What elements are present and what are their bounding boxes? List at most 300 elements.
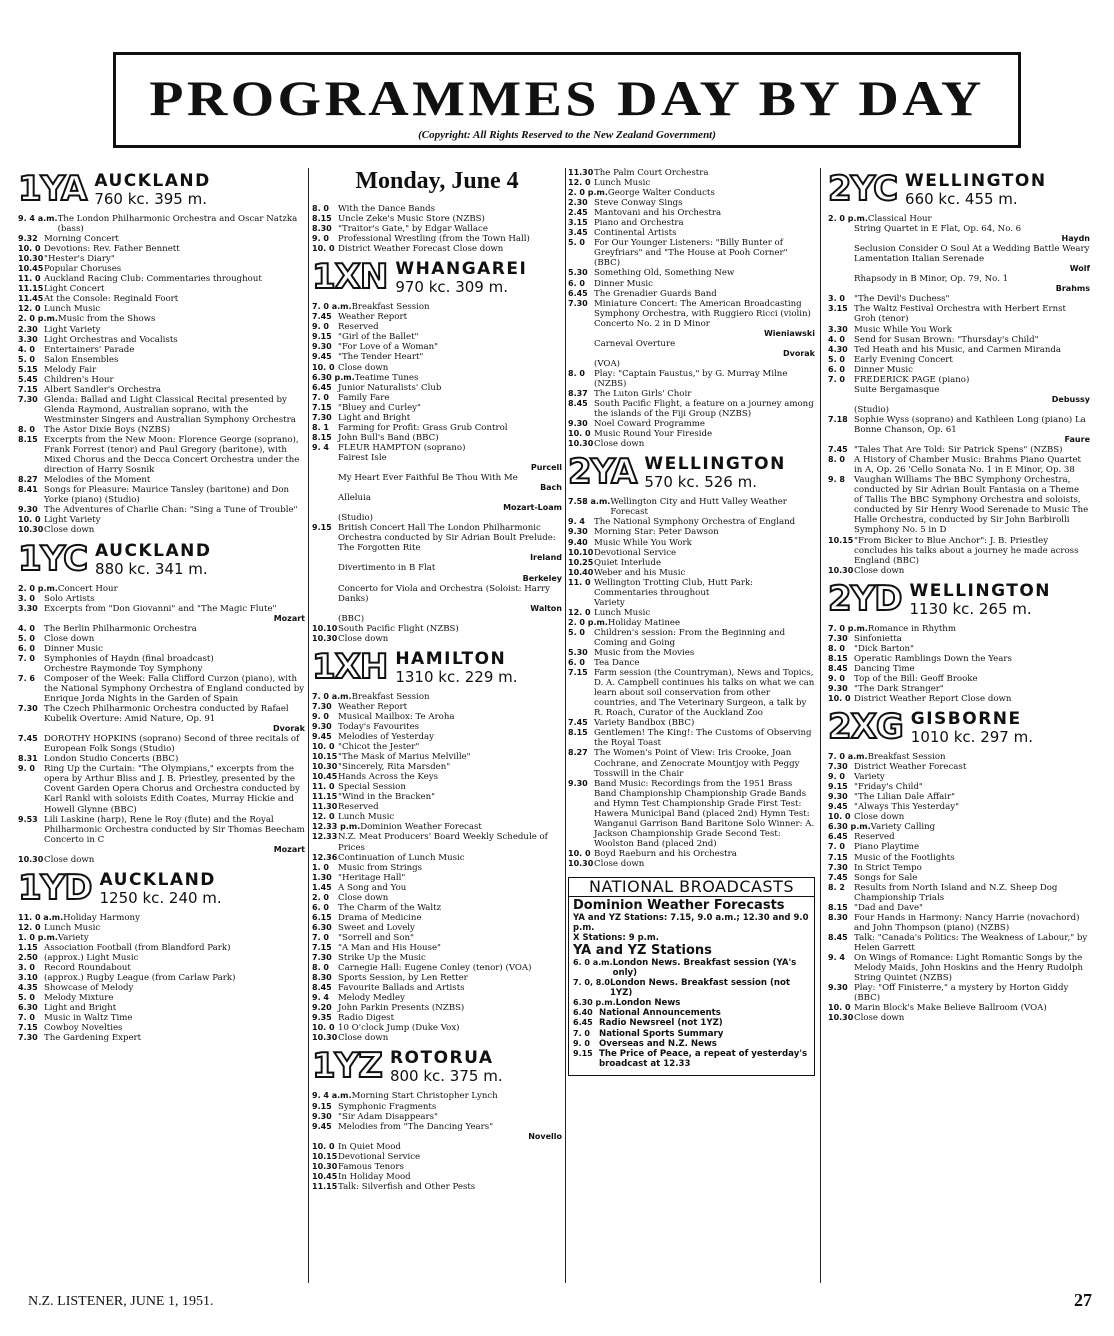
programme-time: 7.30: [312, 953, 332, 963]
programme-time: 7. 0, 8.0: [573, 978, 610, 988]
programme-title: "Friday's Child": [854, 782, 923, 793]
programme-time: 9.35: [312, 1013, 332, 1023]
programme-row: [828, 624, 1090, 634]
programme-time: 2.50: [18, 953, 38, 962]
programme-row: [568, 369, 815, 389]
programme-time: 10.30: [568, 439, 594, 449]
programme-row: [312, 493, 562, 503]
programme-title: Play: "Captain Faustus," by G. Murray Milne (NZBS): [594, 368, 788, 389]
programme-title: Piano and Orchestra: [594, 218, 684, 229]
programme-row: [828, 1003, 1090, 1013]
programme-title: Operatic Ramblings Down the Years: [854, 653, 1012, 664]
station-callsign: 1XH: [312, 646, 388, 687]
composer-credit: Dvorak: [782, 348, 815, 358]
programme-title: "Wind in the Bracken": [338, 792, 436, 803]
programme-title: "Chicot the Jester": [338, 742, 420, 753]
programme-time: 8.45: [568, 399, 588, 409]
programme-title: Alleluia: [338, 493, 371, 504]
programme-title: The Palm Court Orchestra: [594, 168, 709, 178]
programme-time: 9.15: [312, 332, 332, 342]
programme-time: 6.45: [312, 382, 332, 392]
programme-time: 1.15: [18, 942, 38, 952]
programme-title: Music in Waltz Time: [44, 1013, 133, 1024]
programme-row: [312, 383, 562, 393]
programme-title: For Our Younger Listeners: "Billy Bunter of Greyfriars" and "The House at Pooh Corner" (BBC): [594, 238, 788, 269]
programme-time: 10. 0: [828, 1003, 851, 1013]
programme-time: 7. 0 a.m.: [828, 752, 868, 762]
programme-title: Uncle Zeke's Music Store (NZBS): [338, 214, 485, 225]
programme-row: [828, 415, 1090, 435]
programme-time: 8. 1: [312, 422, 329, 432]
programme-time: 6. 0 a.m.: [573, 958, 613, 968]
programme-title: London Studio Concerts (BBC): [44, 754, 179, 765]
programme-row: [312, 352, 562, 362]
programme-row: [18, 933, 305, 943]
programme-time: 7. 0: [828, 374, 845, 384]
programme-title: Light and Bright: [44, 1003, 117, 1014]
programme-time: 9.30: [828, 792, 848, 802]
programme-row: [312, 614, 562, 624]
programme-time: 10. 0: [18, 515, 41, 525]
programme-title: Carneval Overture: [594, 338, 676, 349]
programme-row: [568, 228, 815, 238]
programme-time: 10.40: [568, 567, 594, 577]
programme-time: 10.15: [828, 535, 854, 545]
programme-title: Breakfast Session: [867, 752, 946, 763]
programme-row: [828, 903, 1090, 913]
programme-title: Close down: [338, 633, 389, 644]
programme-title: District Weather Forecast Close down: [338, 244, 504, 255]
programme-row: [18, 304, 305, 314]
programme-title: Overseas and N.Z. News: [599, 1038, 717, 1049]
programme-time: 9.15: [312, 1101, 332, 1111]
programme-row: [828, 455, 1090, 475]
programme-row: [828, 913, 1090, 933]
programme-title: Variety: [57, 932, 89, 943]
programme-time: 9. 0: [18, 764, 35, 774]
programme-time: 8. 2: [828, 882, 845, 892]
station-block: [568, 452, 815, 869]
composer-credit: Walton: [530, 603, 562, 613]
day-title: Monday, June 4: [355, 168, 519, 194]
programme-row: [573, 1049, 810, 1069]
composer-credit: Berkeley: [522, 573, 562, 583]
programme-row: [568, 198, 815, 208]
programme-time: 6. 0: [312, 902, 329, 912]
programme-row: [828, 802, 1090, 812]
programme-row: [18, 624, 305, 634]
programme-row: [18, 1013, 305, 1023]
programme-row: [568, 548, 815, 558]
programme-title: Special Session: [338, 782, 406, 793]
programme-time: 9.30: [312, 342, 332, 352]
programme-title: Sports Session, by Len Retter: [338, 973, 468, 984]
programme-title: (VOA): [594, 358, 621, 369]
programme-title: FLEUR HAMPTON (soprano): [338, 442, 466, 453]
programme-time: 7.30: [18, 1033, 38, 1043]
programme-time: 10.30: [18, 525, 44, 535]
programme-time: 12. 0: [18, 922, 41, 932]
programme-title: Suite Bergamasque: [854, 384, 940, 395]
programme-title: Melodies of Yesterday: [338, 732, 434, 743]
programme-time: 11. 0: [18, 274, 41, 284]
programme-row: [18, 435, 305, 475]
programme-time: 12.33 p.m.: [312, 822, 361, 832]
programme-title: Close down: [44, 525, 95, 536]
programme-time: 3. 0: [18, 593, 35, 603]
programme-title: Dinner Music: [854, 364, 913, 375]
programme-time: 7. 0: [18, 1013, 35, 1023]
programme-time: 6.45: [573, 1018, 593, 1028]
programme-time: 11.15: [312, 1181, 338, 1191]
programme-row: [312, 224, 562, 234]
programme-time: 4. 0: [828, 334, 845, 344]
programme-row: [573, 998, 810, 1008]
programme-title: Rhapsody in B Minor, Op. 79, No. 1: [854, 274, 1009, 285]
programme-row: [828, 873, 1090, 883]
programme-time: 7.45: [18, 734, 38, 744]
programme-row: [568, 439, 815, 449]
programme-row: [828, 664, 1090, 674]
programme-row: [828, 983, 1090, 1003]
programme-time: 12. 0: [312, 812, 335, 822]
programme-row: [828, 385, 1090, 395]
programme-title: Entertainers' Parade: [44, 344, 135, 355]
programme-time: 9.30: [568, 778, 588, 788]
programme-row: [568, 517, 815, 527]
station-name: AUCKLAND: [94, 171, 211, 191]
programme-title: Lunch Music: [338, 812, 395, 823]
programme-row: [828, 782, 1090, 792]
programme-title: Breakfast Session: [351, 302, 430, 313]
station-block: [312, 204, 562, 254]
programme-title: Symphonies of Haydn (final broadcast): [44, 653, 214, 664]
programme-title: Reserved: [854, 832, 895, 843]
column-4: [828, 168, 1090, 1029]
station-header: [312, 1046, 562, 1087]
programme-time: 1. 0 p.m.: [18, 932, 58, 942]
programme-time: 9.30: [312, 721, 332, 731]
programme-title: Marin Block's Make Believe Ballroom (VOA): [854, 1003, 1047, 1014]
programme-time: 9. 4: [568, 517, 585, 527]
programme-row: [18, 754, 305, 764]
page-header: [113, 52, 1021, 148]
programme-time: 9.30: [568, 527, 588, 537]
column-rule: [565, 168, 566, 1283]
programme-row: [18, 314, 305, 324]
programme-time: 8. 0: [312, 204, 329, 213]
programme-row: [573, 1039, 810, 1049]
programme-row: [828, 863, 1090, 873]
programme-title: Solo Artists: [44, 593, 95, 604]
programme-row: [312, 822, 562, 832]
programme-title: Carnegie Hall: Eugene Conley (tenor) (VOA): [338, 963, 532, 974]
programme-title: "The Mask of Marius Melville": [338, 752, 471, 763]
programme-time: 9. 4 a.m.: [18, 214, 58, 223]
programme-time: 4. 0: [18, 623, 35, 633]
programme-time: 10. 0: [18, 244, 41, 254]
station-header: [828, 578, 1090, 619]
programme-time: 5.45: [18, 374, 38, 384]
programme-row: [312, 742, 562, 752]
programme-row: [18, 425, 305, 435]
programme-title: String Quartet in E Flat, Op. 64, No. 6: [854, 224, 1022, 235]
footer-publication: N.Z. LISTENER, JUNE 1, 1951.: [28, 1294, 214, 1309]
programme-title: John Parkin Presents (NZBS): [338, 1003, 465, 1014]
programme-title: Musical Mailbox: Te Aroha: [338, 711, 455, 722]
programme-time: 7.45: [568, 718, 588, 728]
programme-title: "Sorrell and Son": [338, 932, 414, 943]
programme-time: 7.15: [312, 943, 332, 952]
station-info: [905, 172, 1047, 208]
programme-row: [18, 634, 305, 644]
programme-time: 10.45: [312, 1171, 338, 1181]
programme-row: [312, 453, 562, 463]
programme-row: [828, 933, 1090, 953]
programme-title: Miniature Concert: The American Broadcasting Symphony Orchestra, with Ruggiero Ricci (violin) Concerto No. 2 in D Minor: [594, 298, 811, 329]
programme-title: Divertimento in B Flat: [338, 563, 436, 574]
programme-title: Concert Hour: [57, 583, 118, 594]
programme-row: [312, 342, 562, 352]
programme-time: 10.30: [828, 565, 854, 575]
programme-row: [312, 762, 562, 772]
programme-title: Variety: [854, 772, 885, 783]
programme-time: 5. 0: [18, 993, 35, 1003]
programme-row: [828, 304, 1090, 324]
programme-title: Devotional Service: [338, 1151, 421, 1162]
programme-row: [312, 393, 562, 403]
programme-row: [312, 1152, 562, 1162]
programme-row: [312, 923, 562, 933]
programme-title: Close down: [594, 859, 645, 869]
programme-title: Talk: "Canada's Politics: The Weakness of Labour," by Helen Garrett: [854, 932, 1088, 953]
programme-time: 8.45: [312, 983, 332, 993]
programme-row: [312, 473, 562, 483]
programme-title: Results from North Island and N.Z. Sheep Dog Championship Trials: [854, 882, 1058, 903]
programme-title: Today's Favourites: [338, 721, 420, 732]
programme-title: Albert Sandler's Orchestra: [44, 384, 162, 395]
programme-row: [568, 718, 815, 728]
programme-time: 9.30: [312, 1111, 332, 1121]
programme-row: [312, 792, 562, 802]
programme-row: [568, 608, 815, 618]
programme-row: [568, 168, 815, 178]
programme-title: "Bluey and Curley": [338, 402, 421, 413]
composer-credit: Mozart-Loam: [503, 503, 562, 513]
programme-title: Gentlemen! The King!: The Customs of Observing the Royal Toast: [594, 728, 812, 749]
programme-time: 10. 0: [312, 1141, 335, 1151]
programme-title: The Price of Peace, a repeat of yesterday's broadcast at 12.33: [599, 1048, 808, 1069]
programme-title: Vaughan Williams The BBC Symphony Orchestra, conducted by Sir Adrian Boult Fantasia on a Theme of Tallis The BBC Symphony Orchestra and soloists, conducted by Sir Henry Wood Serenade to Music The Halle Orchestra, conducted by Sir John Barbirolli Symphony No. 5 in D: [854, 475, 1089, 536]
programme-title: Holiday Harmony: [63, 912, 140, 923]
programme-time: 1.45: [312, 882, 332, 892]
national-items: [573, 958, 810, 1069]
station-block: [18, 169, 305, 536]
programme-title: The Luton Girls' Choir: [594, 389, 692, 400]
programme-time: 6.40: [573, 1008, 593, 1018]
programme-row: [828, 294, 1090, 304]
programme-title: Music While You Work: [854, 324, 952, 335]
station-name: WELLINGTON: [644, 454, 786, 475]
station-frequency: 880 kc. 341 m.: [95, 559, 208, 578]
programme-time: 8. 0: [312, 963, 329, 973]
programme-title: Sinfonietta: [854, 633, 902, 644]
programme-title: Music While You Work: [594, 537, 692, 548]
programme-title: Fairest Isle: [338, 452, 387, 463]
programme-title: "Traitor's Gate," by Edgar Wallace: [338, 224, 488, 235]
station-info: [910, 582, 1052, 618]
programme-title: A History of Chamber Music: Brahms Piano Quartet in A, Op. 26 'Cello Sonata No. 1 in E Minor, Op. 38: [854, 455, 1082, 476]
programme-time: 9.30: [828, 983, 848, 993]
programme-row: [828, 536, 1090, 566]
programme-title: National Sports Summary: [599, 1028, 724, 1039]
programme-title: "Girl of the Ballet": [338, 332, 419, 343]
programme-time: 10. 0: [312, 244, 335, 254]
programme-time: 6.45: [568, 288, 588, 298]
programme-title: Sophie Wyss (soprano) and Kathleen Long (piano) La Bonne Chanson, Op. 61: [854, 414, 1086, 435]
programme-title: Glenda: Ballad and Light Classical Recital presented by Glenda Raymond, Australian soprano, with the Westminster Singers and Australian Symphony Orchestra: [44, 394, 296, 425]
national-broadcasts-title: NATIONAL BROADCASTS: [569, 882, 814, 897]
programme-row: [18, 335, 305, 345]
programme-title: (approx.) Light Music: [44, 953, 139, 963]
programme-row: [312, 832, 562, 852]
station-callsign: 2YA: [568, 452, 637, 493]
programme-title: "The Tender Heart": [338, 352, 424, 363]
programme-row: [18, 953, 305, 963]
programme-row: [18, 385, 305, 395]
station-name: AUCKLAND: [95, 540, 212, 561]
programme-time: 12. 0: [18, 304, 41, 314]
programme-row: [312, 433, 562, 443]
programme-time: 11.45: [18, 294, 44, 304]
programme-row: [18, 485, 305, 505]
programme-time: 8. 0: [828, 643, 845, 653]
station-block: [18, 538, 305, 865]
programme-row: [568, 299, 815, 329]
programme-time: 10.30: [18, 254, 44, 264]
programme-title: The Adventures of Charlie Chan: "Sing a Tune of Trouble": [44, 505, 298, 516]
programme-title: "Heritage Hall": [338, 872, 406, 883]
composer-credit: Mozart: [273, 613, 305, 623]
programme-row: [828, 365, 1090, 375]
station-header: [828, 707, 1090, 748]
programme-row: [828, 244, 1090, 264]
programme-title: The Czech Philharmonic Orchestra conducted by Rafael Kubelik Overture: Amid Nature, Op. 91: [44, 704, 289, 725]
programme-title: Concerto for Viola and Orchestra (Soloist: Harry Danks): [338, 583, 550, 604]
station-frequency: 800 kc. 375 m.: [389, 1067, 503, 1086]
programme-row: [312, 702, 562, 712]
programme-title: "The Lilian Dale Affair": [854, 792, 956, 803]
programme-row: [18, 704, 305, 724]
programme-row: [828, 325, 1090, 335]
programme-title: Cowboy Novelties: [44, 1023, 123, 1034]
programme-title: Close down: [854, 812, 905, 823]
programme-time: 7.45: [828, 872, 848, 882]
column-3: [568, 168, 815, 1076]
programme-time: 10. 0: [312, 1023, 335, 1033]
station-callsign: 1YD: [18, 867, 92, 908]
programme-time: 10.30: [18, 854, 44, 864]
programme-title: Close down: [44, 633, 95, 644]
programme-title: "Sir Adam Disappears": [338, 1111, 438, 1122]
programme-title: Junior Naturalists' Club: [338, 382, 442, 393]
programme-row: [828, 345, 1090, 355]
programme-time: 7. 0: [312, 932, 329, 942]
programme-row: [312, 1023, 562, 1033]
programme-title: Melody Medley: [338, 993, 405, 1004]
programme-time: 9. 4: [312, 442, 329, 452]
programme-title: Auckland Racing Club: Commentaries throughout: [44, 274, 262, 285]
programme-time: 1.30: [312, 872, 332, 882]
programme-time: 6.45: [828, 832, 848, 842]
programme-time: 7.30: [828, 633, 848, 643]
station-name: AUCKLAND: [99, 869, 216, 890]
programme-time: 7.30: [828, 762, 848, 772]
programme-row: [568, 419, 815, 429]
programme-time: 11. 0 a.m.: [18, 912, 64, 922]
programme-row: [568, 238, 815, 268]
programme-time: 8.15: [568, 728, 588, 738]
programme-row: [312, 782, 562, 792]
programme-title: Continuation of Lunch Music: [338, 852, 465, 863]
programme-time: 11.30: [312, 802, 338, 812]
programme-title: Reserved: [338, 322, 379, 333]
programme-row: [312, 893, 562, 903]
programme-time: 8.45: [828, 932, 848, 942]
programme-time: 10.45: [312, 772, 338, 782]
national-broadcasts-box: [568, 877, 815, 1076]
programme-time: 3. 0: [18, 963, 35, 973]
programme-row: [18, 664, 305, 674]
programme-time: 7. 0: [573, 1028, 590, 1038]
programme-time: 11.30: [568, 168, 594, 177]
programme-row: [312, 363, 562, 373]
programme-title: Famous Tenors: [338, 1161, 404, 1172]
programme-title: 10 O'clock Jump (Duke Vox): [338, 1023, 460, 1034]
programme-time: 9.15: [573, 1048, 593, 1058]
programme-time: 7.30: [18, 704, 38, 714]
programme-time: 9.45: [828, 802, 848, 812]
programme-title: Children's Hour: [44, 374, 114, 385]
station-header: [18, 169, 305, 209]
programme-row: [18, 375, 305, 385]
programme-row: [312, 634, 562, 644]
composer-credit: Purcell: [530, 462, 562, 472]
station-block: [312, 1046, 562, 1192]
programme-title: Close down: [338, 362, 389, 373]
programme-time: 2.30: [568, 198, 588, 208]
programme-time: 9.45: [312, 732, 332, 742]
programme-time: 8. 0: [18, 424, 35, 434]
programme-time: 5. 0: [828, 354, 845, 364]
programme-row: [18, 943, 305, 953]
programme-title: At the Console: Reginald Foort: [44, 294, 179, 305]
programme-row: [828, 405, 1090, 415]
programme-row: [312, 312, 562, 322]
programme-row: [18, 644, 305, 654]
programme-row: [312, 1112, 562, 1122]
programme-title: The National Symphony Orchestra of England: [594, 517, 796, 528]
programme-row: [18, 604, 305, 614]
station-header: [18, 867, 305, 908]
station-name: ROTORUA: [389, 1048, 494, 1069]
programme-title: Close down: [338, 1033, 389, 1044]
programme-row: [312, 1013, 562, 1023]
programme-title: Play: "Off Finisterre," a mystery by Horton Giddy (BBC): [854, 983, 1069, 1004]
programme-time: 6.30 p.m.: [312, 372, 355, 382]
composer-credit: Wolf: [1069, 264, 1090, 274]
programme-row: [18, 1003, 305, 1013]
